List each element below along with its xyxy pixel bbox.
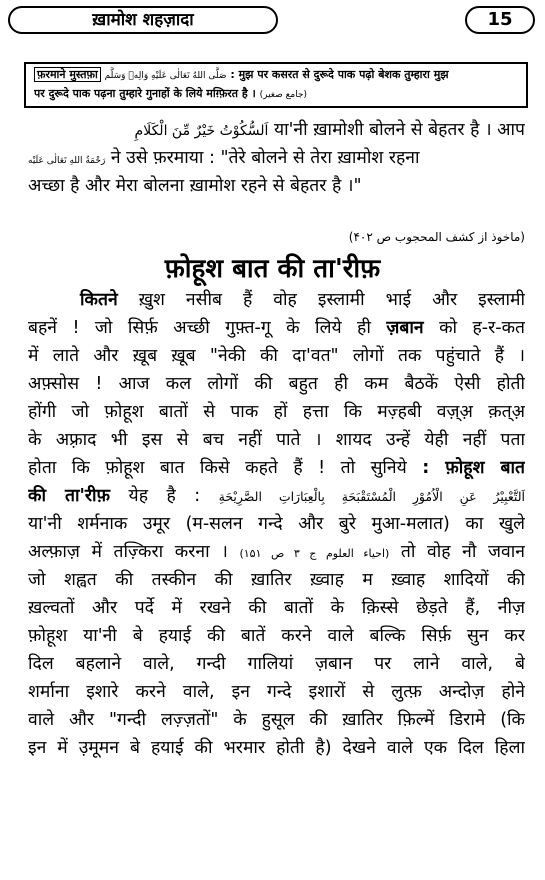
body-bold-word: ज़बान — [386, 318, 424, 338]
arabic-definition: اَلتَّعْبِيْرُ عَنِ الْاُمُوْرِ الْمُسْتَقْبَحَةِ بِالْعِبَارَاتِ الصَّرِيْحَةِ — [218, 489, 525, 504]
body-line-9: या'नी शर्मनाक उमूर (म-सलन गन्दे और बुरे मुआ-मलात) का खुले — [28, 514, 525, 534]
body-text: तो वोह नौ जवान — [400, 542, 525, 562]
body-line-11: जो शह्वत की तस्कीन की ख़ातिर ख़्वाह म ख़्वाह शादियों की — [28, 570, 525, 590]
para1-text-1: या'नी ख़ामोशी बोलने से बेहतर है । आप — [273, 120, 525, 140]
hadith-box — [24, 62, 528, 108]
para1-text-2: ने उसे फ़रमाया : "तेरे बोलने से तेरा ख़ामोश रहना — [110, 148, 420, 168]
body-line-13: फ़ोहूश या'नी बे हयाई की बातें करने वाले बल्कि सिर्फ़ सुन कर — [28, 626, 525, 646]
body-bold-phrase: की ता'रीफ़ — [28, 486, 111, 506]
body-text: अल्फ़ाज़ में तज़्किरा करना । — [28, 542, 228, 562]
body-text: ख़ुश नसीब हैं वोह इस्लामी भाई और इस्लामी — [138, 290, 525, 310]
body-line-1 — [28, 288, 525, 312]
hadith-text-1: : मुझ पर कसरत से दुरूदे पाक पढ़ो बेशक तुम्हारा मुझ — [230, 68, 449, 81]
body-line-14: दिल बहलाने वाले, गन्दी गालियां ज़बान पर लाने वाले, बे — [28, 654, 525, 674]
body-text: येह है : — [128, 486, 201, 506]
body-line-17: इन में उ़मूमन बे हयाई की भरमार होती है) देखने वाले एक दिल हिला — [28, 738, 525, 758]
body-line-12: ख़ल्वतों और पर्दे में रखने की बातों के क़िस्से छेड़ते हैं, नीज़ — [28, 598, 525, 618]
body-line-8 — [28, 484, 525, 509]
body-line-5: होंगी जो फ़ोहूश बातों से पाक हों हत्ता कि मज़्हबी वज़्अ़ क़त्अ़ — [28, 402, 525, 422]
section-heading: फ़ोहूश बात की ता'रीफ़ — [164, 254, 381, 284]
hadith-text-2: पर दुरूदे पाक पढ़ना तुम्हारे गुनाहों के लिये मग़्फ़िरत है । — [34, 87, 256, 100]
reference-citation: (ماخوذ از کشف المحجوب ص ۴۰۲) — [348, 230, 525, 244]
body-text: बहनें ! जो सिर्फ़ अच्छी गुफ़्त-गू के लिये ही — [28, 318, 371, 338]
body-line-10 — [28, 540, 525, 566]
body-text: होता कि फ़ोहूश बात किसे कहते हैं ! तो सुनिये — [28, 458, 407, 478]
para1-line-3: अच्छा है और मेरा बोलना ख़ामोश रहने से बेहतर है ।" — [28, 176, 362, 196]
body-line-7 — [28, 456, 525, 480]
hadith-line-2 — [34, 85, 518, 104]
hadith-line-1 — [34, 66, 518, 85]
body-line-4: अफ़्सोस ! आज कल लोगों की बहुत ही कम बैठकें ऐसी होती — [28, 374, 525, 394]
hadith-label: फ़रमाने मुस्तफ़ा — [34, 67, 101, 82]
para1-line-1 — [28, 118, 525, 143]
body-text: को ह-र-कत — [439, 318, 525, 338]
body-line-6: के अफ़्राद भी इस से बच नहीं पाते । शायद उन्हें येही नहीं पता — [28, 430, 525, 450]
body-line-15: शर्माना इशारे करने वाले, इन गन्दे इशारों से लुत्फ़ अन्दोज़ होने — [28, 682, 525, 702]
para1-line-2 — [28, 146, 525, 173]
body-bold-phrase: : फ़ोहूश बात — [422, 458, 525, 478]
arabic-phrase: اَلسُّكُوْتُ خَيْرٌ مِّنَ الْكَلَامِ — [134, 123, 269, 139]
hadith-salutation: صَلَّى اللهُ تَعَالٰى عَلَيْهِ وَالِهٖ وَسَلَّم — [104, 71, 227, 81]
arabic-blessing: رَحْمَةُ اللهِ تَعَالٰى عَلَيْه — [28, 156, 106, 166]
page-number: 15 — [465, 6, 535, 34]
book-title: ख़ामोश शहज़ादा — [8, 6, 278, 34]
body-bold-word: कितने — [80, 290, 118, 310]
body-line-16: वाले और "गन्दी लज़्ज़तों" के हुसूल की ख़ातिर फ़िल्में डिरामे (कि — [28, 710, 525, 730]
body-line-2 — [28, 316, 525, 340]
hadith-source: (جامع صغیر) — [259, 90, 308, 100]
reference-citation: (احیاء العلوم ج ۳ ص ۱۵۱) — [239, 547, 390, 560]
body-line-3: में लाते और ख़ूब ख़ूब "नेकी की दा'वत" लोगों तक पहुंचाते हैं । — [28, 346, 525, 366]
